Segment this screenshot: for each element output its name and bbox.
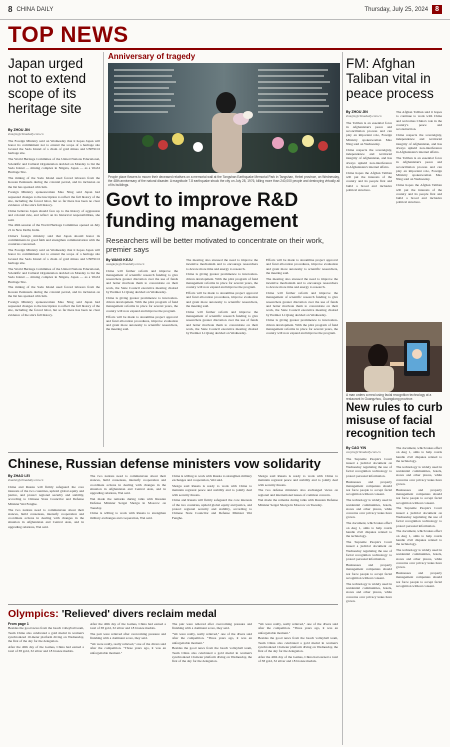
left-headline: Japan urged not to extend scope of its heritage site [8,56,87,116]
olympic-byline: From page 1 [8,622,29,626]
china-para: China is willing to work with Russia to strengthen military exchanges and cooperation, Wei said. [172,474,252,483]
center-dek: Researchers will be better motivated to concentrate on their work, premier says [106,236,325,254]
right-photo-caption: A man orders a meal using facial recognition technology at a restaurant in Guangzhou, Guangdong province. [346,393,432,401]
section-title: TOP NEWS [8,22,129,47]
china-para: China is willing to work with Russia to strengthen military exchanges and cooperation, Wei said. [90,511,166,520]
olympic-para: After the 40th day of the Games, China had earned a total of 38 gold, 32 silver and 18 bronze medals. [90,622,166,631]
left-story-body [8,128,100,440]
page-number: 8 [8,5,13,14]
olympic-col-4 [258,622,338,742]
china-para: China and Russia will firmly safeguard the core interests of the two countries, uphold global equity and justice, and protect regional security and stability, according to Chinese State Councilor and Defense Minister Wei Fenghe. [8,484,84,506]
right-para: China hopes the Afghan Taliban will put the interests of the country and its people first and build a broad and inclusive political structure. [396,183,442,205]
olympic-para: Besides the good news from the beach volleyball team, Team China also celebrated a gold medal in women's synchronized 10-meter platform diving on Wednesday, the first of the day for the delegation. [258,636,338,654]
restaurant-image [346,322,442,392]
olympic-para: The pair were relieved after overcoming pressure and finishing with a dominant score, they said. [172,622,252,631]
masthead [0,0,450,20]
facial-para: The technology is widely used in residential communities, hotels, stores and other places, while concerns over privacy leaks have grown. [346,581,392,603]
china-para: China and Russia will firmly safeguard the core interests of the two countries, uphold global equity and justice, and protect regional security and stability, according to Chinese State Councilor and Defense Minister Wei Fenghe. [172,498,252,520]
column-divider [342,400,343,745]
left-byline: By ZHOU JIN [8,128,30,132]
olympic-para: The pair were relieved after overcoming pressure and finishing with a dominant score, they said. [90,632,166,641]
masthead-right [365,5,443,14]
center-para: China will further reform and improve the management of scientific research funding to give researchers greater discretion over the use of funds and better motivate them to concentrate on their work, the State Council executive meeting chaired by Premier Li Qiang decided on Wednesday. [266,291,338,317]
paper-name: CHINA DAILY [16,6,54,13]
right-para: China respects the sovereignty, independence and territorial integrity of Afghanistan, and has always upheld non-interference in Afghanistan's internal affairs. [396,132,442,155]
right-para: China respects the sovereignty, independence and territorial integrity of Afghanistan, and has always upheld non-interference in Afghanistan's internal affairs. [346,147,392,170]
facial-para: The Supreme People's Court issued a judicial document on Wednesday regulating the use of facial recognition technology to protect personal information. [396,506,442,528]
center-para: China will further reform and improve the management of scientific research funding to give researchers greater discretion over the use of funds and better motivate them to concentrate on their work, the State Council executive meeting chaired by Premier Li Qiang decided on Wednesday. [186,309,258,336]
facial-col-2 [396,446,442,742]
olympic-headline-text: 'Relieved' divers reclaim medal [61,608,217,620]
center-email: wangkeju@chinadaily.com.cn [106,262,145,267]
facial-byline: By CAO YIN [346,446,366,450]
china-para: Shoigu said Russia is ready to work with China to maintain regional peace and stability and to jointly deal with security threats. [258,474,338,487]
center-para: China is giving greater prominence to innovation-driven development. With the pilot program of fund management reforms in place for several years, the country will now expand and improve the program. [106,295,178,313]
olympic-col-2 [90,622,166,742]
feature-caption: People place flowers to mourn their deceased relatives on a memorial wall at the Tangshan Earthquake Memorial Park in Tangshan, Hebei province, on Wednesday, the 48th anniversary of the natural disaster. A magnitude 7.8 earthquake struck the city on July 28, 1976, killing more than 240,000 people and destroying virtually all of its buildings. [108,175,340,187]
column-divider [342,52,343,447]
right-para: The Taliban is an essential force in Afghanistan's peace and reconciliation process and can play an important role, Foreign Ministry spokeswoman Mao Ning said on Wednesday. [396,155,442,182]
facial-para: The technology is widely used in residential communities, hotels, stores and other places, while concerns over privacy leaks have grown. [346,498,392,520]
right-email: zhoujin@chinadaily.com.cn [346,114,382,119]
left-para: The Foreign Ministry said on Wednesday that it hopes Japan will honor its commitment not to extend the scope of a heritage site located the Sado Island of a chain of gold mines and UNESCO heritage site. [8,247,100,265]
olympic-col-3 [172,622,252,742]
center-headline: Govt to improve R&D funding management [106,190,299,232]
left-para: The World Heritage Committee of the United Nations Educational, Scientific and Cultural Organization decided on Monday to list the Sado Island — mining complex in Niigata, Japan — as a World Heritage Site. [8,266,100,284]
center-para: Efforts will be made to streamline project approval and fund allocation procedures, improve evaluation and grant more autonomy to scientific researchers, the meeting said. [106,314,178,332]
facial-para: Businesses and property management companies should not force people to accept facial recognition without consent. [396,571,442,588]
memorial-photo [108,63,340,173]
facial-para: The Supreme People's Court issued a judicial document on Wednesday regulating the use of facial recognition technology to protect personal information. [346,456,392,478]
left-para: The Foreign Ministry said on Wednesday that it hopes Japan will honor its commitment not to extend the scope of a heritage site located the Sado Island of a chain of gold mines and UNESCO heritage site. [8,138,100,156]
facial-para: The document, which takes effect on Aug 1, aims to help courts handle civil disputes related to the technology. [396,446,442,463]
right-para: China hopes the Afghan Taliban will put the interests of the country and its people first and build a broad and inclusive political structure. [346,170,392,193]
olympic-para: After the 40th day of the Games, China had earned a total of 38 gold, 32 silver and 18 bronze medals. [258,655,338,664]
facial-para: The document, which takes effect on Aug 1, aims to help courts handle civil disputes related to the technology. [396,529,442,547]
right-col-2 [396,110,442,318]
china-email: zhaolei@chinadaily.com.cn [8,478,44,483]
center-para: Efforts will be made to streamline project approval and fund allocation procedures, improve evaluation and grant more autonomy to scientific researchers, the meeting said. [266,258,338,275]
masthead-left [8,5,53,14]
facial-para: The Supreme People's Court issued a judicial document on Wednesday regulating the use of facial recognition technology to protect personal information. [346,539,392,562]
facial-email: caoyin@chinadaily.com.cn [346,450,381,455]
china-para: Wei made the remarks during talks with Russian Defense Minister Sergei Shoigu in Moscow on Tuesday. [90,496,166,510]
china-col-3 [172,474,252,602]
column-divider [103,52,104,447]
center-para: Efforts will be made to streamline project approval and fund allocation procedures, improve evaluation and grant more autonomy to scientific researchers, the meeting said. [186,291,258,308]
olympic-label: Olympics: [8,608,59,620]
section-rule [8,48,442,50]
facial-headline: New rules to curb misuse of facial recognition tech [346,402,443,440]
right-col-1 [346,110,392,318]
feature-kicker: Anniversary of tragedy [108,52,196,61]
left-para: The mining of the Sado Island used forced laborers from the Korean Peninsula during the colonial period, and its inclusion on the list has sparked criticism. [8,175,100,189]
olympic-para: "We were really, really relieved," one of the divers said after the competition. "Three years ago, it was an unforgettable moment." [258,622,338,635]
left-para: China's foreign ministry said that Japan should honor its commitments in good faith and strengthen communication with the countries concerned. [8,233,100,247]
center-para: China is giving greater prominence to innovation-driven development. With the pilot program of fund management reforms in place for several years, the country will now expand and improve the program. [266,318,338,336]
china-para: Shoigu said Russia is ready to work with China to maintain regional peace and stability and to jointly deal with security threats. [172,484,252,497]
right-para: The Taliban is an essential force in Afghanistan's peace and reconciliation process and can play an important role, Foreign Ministry spokeswoman Mao Ning said on Wednesday. [346,120,392,147]
memorial-wall-image [108,63,340,173]
china-headline: Chinese, Russian defense ministers vow solidarity [8,456,321,471]
center-col-2 [186,258,258,448]
center-para: The meeting also stressed the need to improve the incentive mechanism and to encourage researchers to devote more time and energy to research. [266,276,338,290]
left-email: zhoujin@chinadaily.com.cn [8,132,44,137]
left-para: The World Heritage Committee of the United Nations Educational, Scientific and Cultural Organization decided on Monday to list the Sado Island — mining complex in Niigata, Japan — as a World Heritage Site. [8,157,100,175]
facial-para: The document, which takes effect on Aug 1, aims to help courts handle civil disputes related to the technology. [346,521,392,539]
olympic-para: "We were really, really relieved," one of the divers said after the competition. "Three years ago, it was an unforgettable moment." [90,642,166,655]
china-col-2 [90,474,166,602]
left-para: Foreign Ministry spokeswoman Mao Ning said Japan had requested changes to the inscription to reflect the full history of the site, including the forced labor, but so far there has been no clear evidence of the site's full history. [8,190,100,208]
china-col-4 [258,474,338,602]
china-para: Wei made the remarks during talks with Russian Defense Minister Sergei Shoigu in Moscow on Tuesday. [258,498,338,507]
china-para: The two nations need to communicate about their stances, build consensus, intensify cooperation and coordinate actions in dealing with changes in the situation in Afghanistan and Central Asia, and in upgrading relations, Wei said. [8,507,84,529]
china-para: The two nations need to communicate about their stances, build consensus, intensify cooperation and coordinate actions in dealing with changes in the situation in Afghanistan and Central Asia, and in upgrading relations, Wei said. [90,474,166,496]
olympic-para: "We were really, really relieved," one of the divers said after the competition. "Three years ago, it was an unforgettable moment." [172,632,252,645]
center-col-3 [266,258,338,448]
center-para: China will further reform and improve the management of scientific research funding to give researchers greater discretion over the use of funds and better motivate them to concentrate on their work, the State Council executive meeting chaired by Premier Li Qiang decided on Wednesday. [106,268,178,295]
china-byline: By ZHAO LEI [8,474,30,478]
facial-recognition-photo [346,322,442,392]
left-para: China believes Japan should face up to the history of aggression and colonial rule, and reflect on its historical responsibilities, she said. [8,209,100,222]
center-para: The meeting also stressed the need to improve the incentive mechanism and to encourage researchers to devote more time and energy to research. [186,258,258,271]
china-col-1 [8,474,84,602]
olympic-para: Besides the good news from the beach volleyball team, Team China also celebrated a gold medal in women's synchronized 10-meter platform diving on Wednesday, the first of the day for the delegation. [8,626,84,644]
china-para: The two defense ministers also exchanged views on regional and international issues of common concern. [258,488,338,497]
facial-para: Businesses and property management companies should not force people to accept facial recognition without consent. [346,479,392,497]
right-para: The Afghan Taliban said it hopes to continue to work with China and welcomes China's role in the country's peace and reconstruction. [396,110,442,132]
center-col-1 [106,258,178,448]
left-para: Foreign Ministry spokeswoman Mao Ning said Japan had requested changes to the inscription to reflect the full history of the site, including the forced labor, but so far there has been no clear evidence of the site's full history. [8,299,100,317]
right-headline: FM: Afghan Taliban vital in peace process [346,56,434,101]
olympic-headline [8,608,338,620]
section-divider [8,452,338,453]
olympic-para: After the 40th day of the Games, China had earned a total of 38 gold, 32 silver and 18 bronze medals. [8,644,84,654]
right-byline: By ZHOU JIN [346,110,368,114]
center-para: China is giving greater prominence to innovation-driven development. With the pilot program of fund management reforms in place for several years, the country will now expand and improve the program. [186,272,258,290]
left-para: The 46th session of the World Heritage Committee opened on July 21 in New Delhi, India. [8,223,100,232]
left-para: The mining of the Sado Island used forced laborers from the Korean Peninsula during the colonial period, and its inclusion on the list has sparked criticism. [8,285,100,298]
issue-date: Thursday, July 25, 2024 [364,6,429,13]
facial-para: Businesses and property management companies should not force people to accept facial recognition without consent. [396,487,442,505]
olympic-para: Besides the good news from the beach volleyball team, Team China also celebrated a gold medal in women's synchronized 10-meter platform diving on Wednesday, the first of the day for the delegation. [172,646,252,664]
facial-para: The technology is widely used in residential communities, hotels, stores and other places, while concerns over privacy leaks have grown. [396,464,442,486]
section-divider [8,604,338,605]
olympic-col-1 [8,622,84,742]
page-box: 8 [432,5,442,14]
facial-col-1 [346,446,392,742]
center-byline: By WANG KEJU [106,258,133,262]
facial-para: Businesses and property management companies should not force people to accept facial recognition without consent. [346,562,392,580]
facial-para: The technology is widely used in residential communities, hotels, stores and other places, while concerns over privacy leaks have grown. [396,548,442,570]
